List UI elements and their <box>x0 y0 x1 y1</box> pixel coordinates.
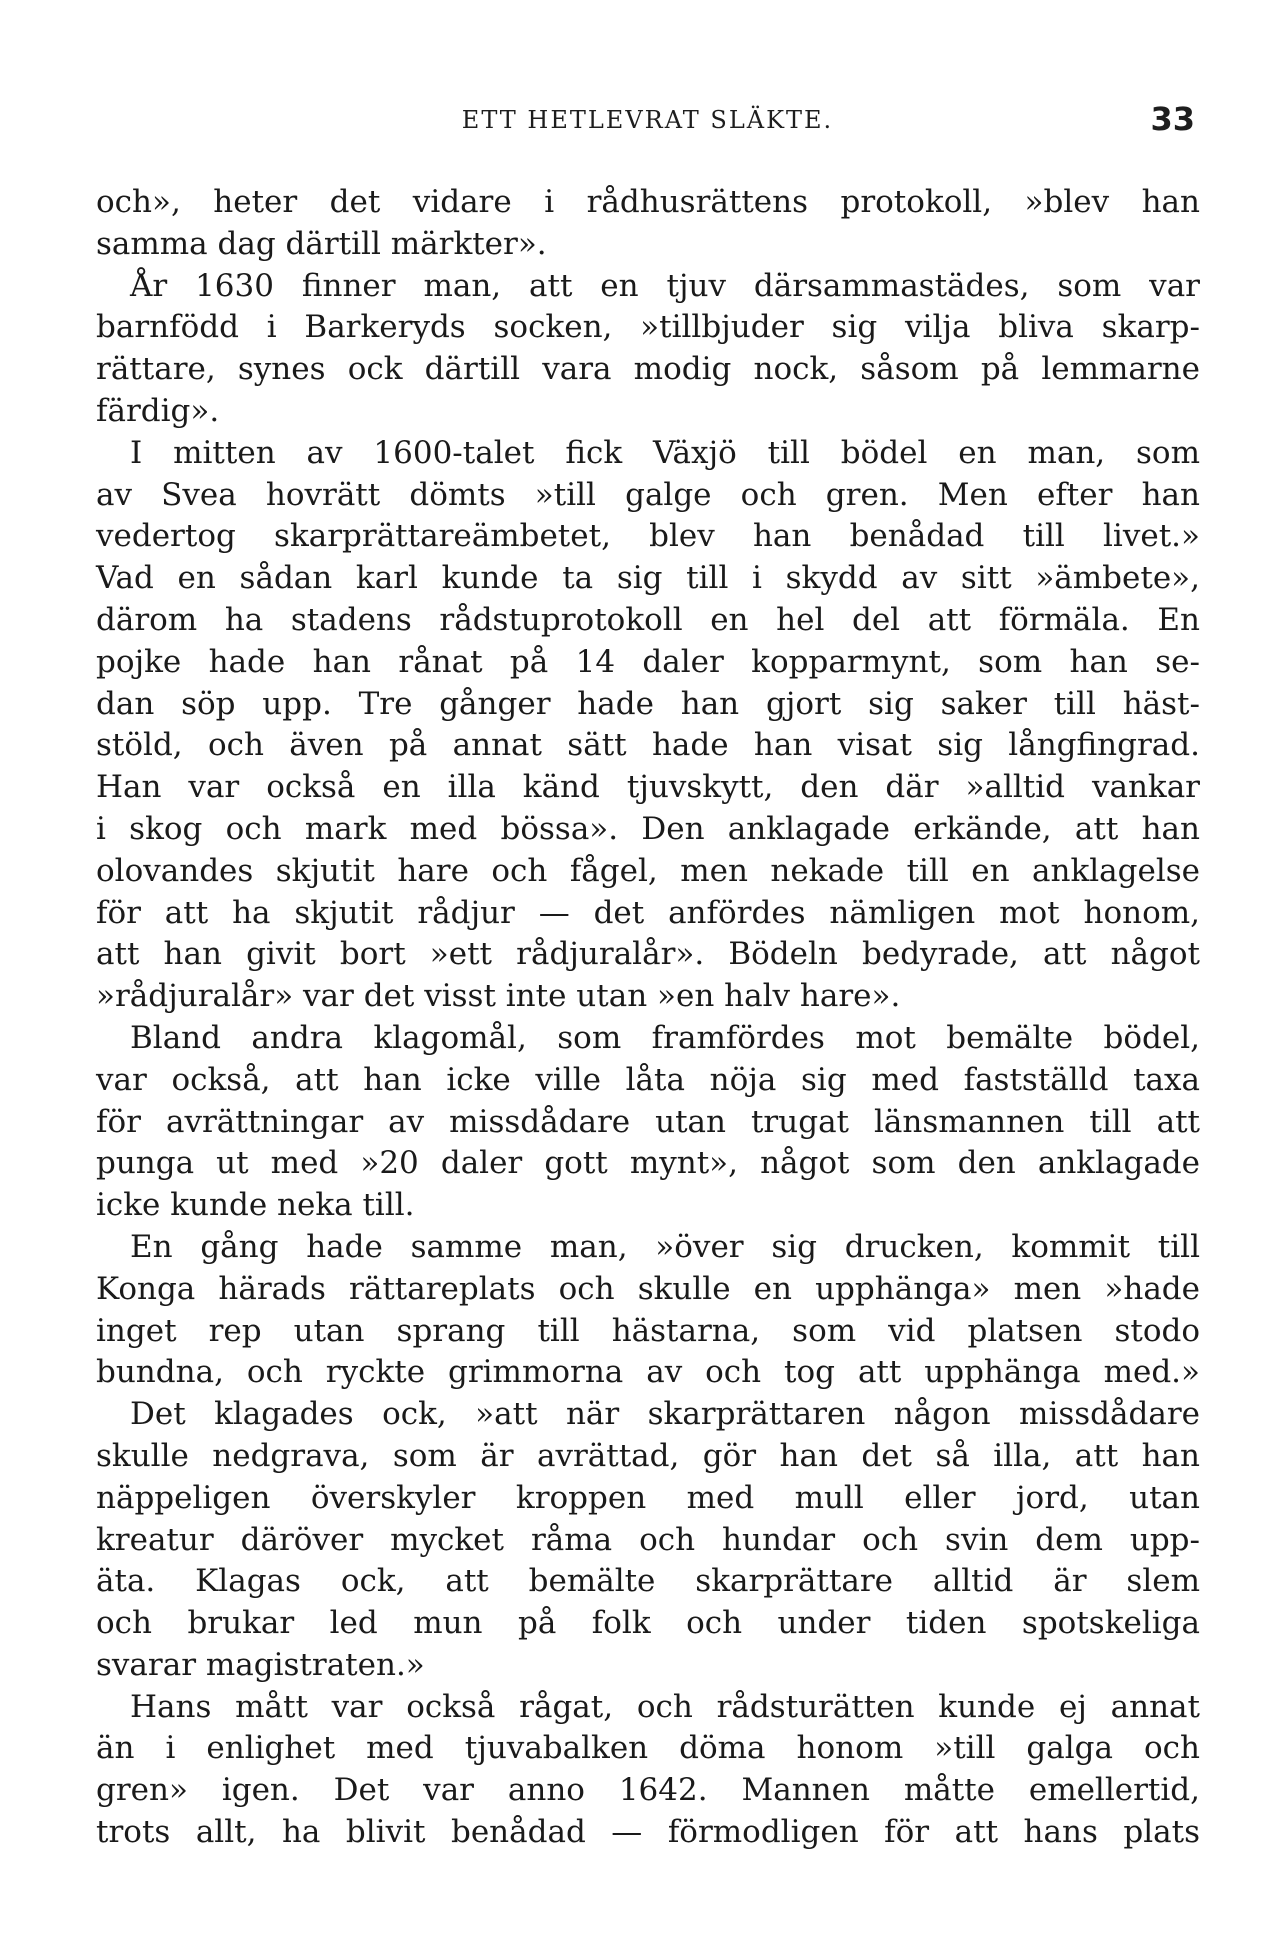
text-line: I mitten av 1600-talet fick Växjö till bödel en man, som <box>130 434 1200 471</box>
text-line: »rådjuralår» var det visst inte utan »en halv hare». <box>96 978 901 1015</box>
text-line: rättare, synes ock därtill vara modig nock, såsom på lemmarne <box>96 351 1200 388</box>
text-line: punga ut med »20 daler gott mynt», något som den anklagade <box>96 1145 1200 1182</box>
text-line: Hans mått var också rågat, och rådsturätten kunde ej annat <box>130 1688 1200 1725</box>
text-line: av Svea hovrätt dömts »till galge och gren. Men efter han <box>96 476 1200 513</box>
text-line: bundna, och ryckte grimmorna av och tog att upphänga med.» <box>96 1354 1200 1391</box>
text-line: därom ha stadens rådstuprotokoll en hel del att förmäla. En <box>96 601 1200 638</box>
text-line: dan söp upp. Tre gånger hade han gjort sig saker till häst- <box>96 685 1200 722</box>
text-line: icke kunde neka till. <box>96 1187 415 1224</box>
text-line: för att ha skjutit rådjur — det anfördes nämligen mot honom, <box>96 894 1200 931</box>
text-line: inget rep utan sprang till hästarna, som vid platsen stodo <box>96 1312 1200 1349</box>
text-line: trots allt, ha blivit benådad — förmodligen för att hans plats <box>96 1814 1200 1851</box>
text-line: i skog och mark med bössa». Den anklagade erkände, att han <box>96 810 1200 847</box>
text-line: Vad en sådan karl kunde ta sig till i skydd av sitt »ämbete», <box>96 560 1200 597</box>
text-line: att han givit bort »ett rådjuralår». Bödeln bedyrade, att något <box>96 936 1200 973</box>
text-line: pojke hade han rånat på 14 daler kopparmynt, som han se- <box>96 643 1200 680</box>
text-line: äta. Klagas ock, att bemälte skarprättare alltid är slem <box>96 1563 1200 1600</box>
text-line: näppeligen överskyler kroppen med mull eller jord, utan <box>96 1479 1200 1516</box>
text-line: skulle nedgrava, som är avrättad, gör han det så illa, att han <box>96 1437 1200 1474</box>
text-line: Det klagades ock, »att när skarprättaren någon missdådare <box>130 1396 1200 1433</box>
body-text <box>96 182 1200 1854</box>
text-line: samma dag därtill märkter». <box>96 225 547 262</box>
page-number: 33 <box>1150 100 1195 138</box>
text-line: svarar magistraten.» <box>96 1646 425 1683</box>
running-title: ETT HETLEVRAT SLÄKTE. <box>461 106 834 134</box>
text-line: för avrättningar av missdådare utan trugat länsmannen till att <box>96 1103 1200 1140</box>
text-line: var också, att han icke ville låta nöja sig med fastställd taxa <box>96 1061 1200 1098</box>
text-line: än i enlighet med tjuvabalken döma honom »till galga och <box>96 1730 1200 1767</box>
text-line: och», heter det vidare i rådhusrättens protokoll, »blev han <box>96 184 1200 220</box>
running-header <box>100 98 1195 138</box>
text-line: och brukar led mun på folk och under tiden spotskeliga <box>96 1605 1200 1642</box>
text-line: En gång hade samme man, »över sig drucken, kommit till <box>130 1228 1200 1265</box>
text-line: färdig». <box>96 392 220 429</box>
text-line: gren» igen. Det var anno 1642. Mannen måtte emellertid, <box>96 1772 1200 1809</box>
text-line: År 1630 finner man, att en tjuv därsammastädes, som var <box>130 267 1200 304</box>
text-line: Konga härads rättareplats och skulle en upphänga» men »hade <box>96 1270 1200 1307</box>
text-line: olovandes skjutit hare och fågel, men nekade till en anklagelse <box>96 852 1200 889</box>
text-line: vedertog skarprättareämbetet, blev han benådad till livet.» <box>96 518 1200 555</box>
text-line: Bland andra klagomål, som framfördes mot bemälte bödel, <box>130 1019 1200 1056</box>
text-line: barnfödd i Barkeryds socken, »tillbjuder sig vilja bliva skarp- <box>96 309 1200 346</box>
text-line: kreatur däröver mycket råma och hundar och svin dem upp- <box>96 1521 1200 1558</box>
text-line: stöld, och även på annat sätt hade han visat sig långfingrad. <box>96 727 1200 764</box>
text-line: Han var också en illa känd tjuvskytt, den där »alltid vankar <box>96 769 1200 806</box>
